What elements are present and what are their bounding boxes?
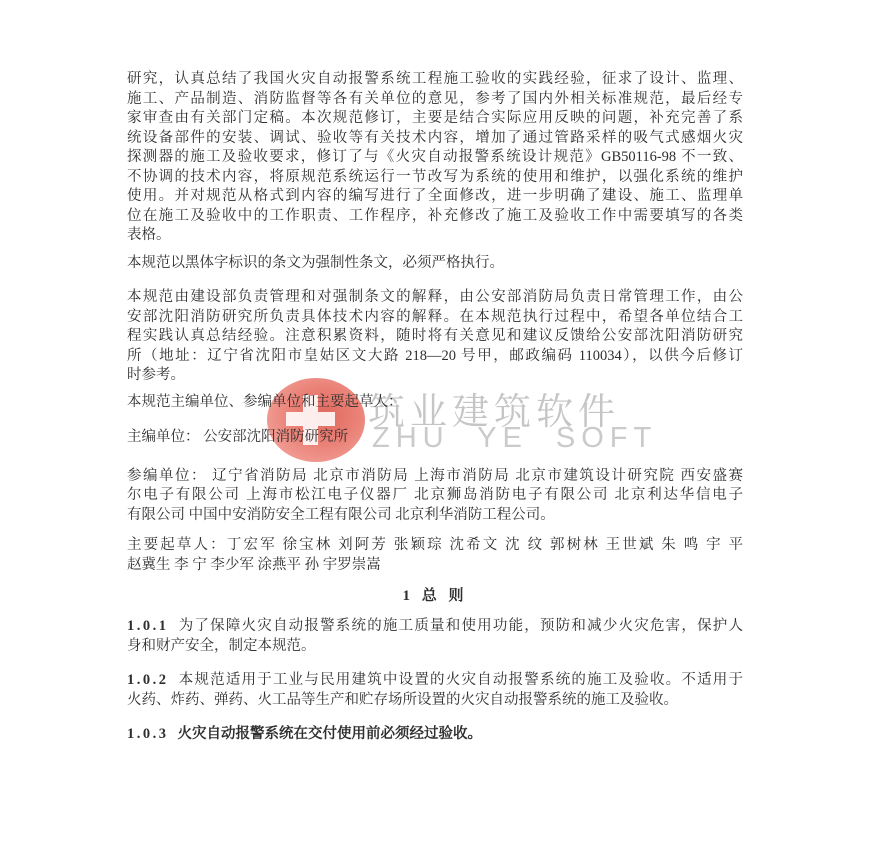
watermark-en-text: ZHU YE SOFT [372,422,658,454]
text-line: 主编单位： 公安部沈阳消防研究所 [127,429,349,445]
text-line: 研究，认真总结了我国火灾自动报警系统工程施工验收的实践经验，征求了设计、监理、 [127,71,743,87]
text-line: 不协调的技术内容，将原规范系统运行一节改写为系统的使用和维护，以强化系统的维护 [127,168,743,185]
mandatory-clause-note [127,254,743,274]
text-line: 本规范以黑体字标识的条文为强制性条文，必须严格执行。 [127,254,504,271]
clause-number: 1.0.3 [127,726,169,742]
chief-editor-line [127,428,743,448]
text-line: 所（地址：辽宁省沈阳市皇姑区文大路 218—20 号甲，邮政编码 110034），以供今后修订 [127,347,743,364]
clause-1-0-1 [127,617,743,656]
units-intro-line [127,393,743,413]
chapter-1-heading: 1 总 则 [402,588,468,604]
text-line: 1.0.1 为了保障火灾自动报警系统的施工质量和使用功能，预防和减少火灾危害，保护人 [127,618,743,634]
text-line: 家审查由有关部门定稿。本次规范修订，主要是结合实际应用反映的问题，补充完善了系 [127,110,743,126]
drafters-paragraph [127,536,743,575]
text-line: 统设备部件的安装、调试、验收等有关技术内容，增加了通过管路采样的吸气式感烟火灾 [127,129,743,146]
document-content [127,70,743,745]
text-line: 表格。 [127,227,171,243]
text-line: 时参考。 [127,367,185,383]
text-line: 使用。并对规范从格式到内容的编写进行了全面修改，进一步明确了建设、施工、监理单 [127,188,743,204]
watermark-cn-text: 筑业建筑软件 [368,391,620,432]
text-line: 位在施工及验收中的工作职责、工作程序，补充修改了施工及验收工作中需要填写的各类 [127,207,743,224]
clause-1-0-2 [127,671,743,710]
text-line: 本规范主编单位、参编单位和主要起草人： [127,393,403,410]
text-line: 身和财产安全，制定本规范。 [127,637,316,654]
text-line: 尔电子有限公司 上海市松江电子仪器厂 北京狮岛消防电子有限公司 北京利达华信电子 [127,487,743,503]
text-line: 1.0.2 本规范适用于工业与民用建筑中设置的火灾自动报警系统的施工及验收。不适用于 [127,672,743,688]
text-line: 安部沈阳消防研究所负责具体技术内容的解释。在本规范执行过程中，希望各单位结合工 [127,308,743,325]
administration-paragraph [127,288,743,386]
participating-units-paragraph [127,467,743,526]
text-line: 主要起草人：丁宏军 徐宝林 刘阿芳 张颖琮 沈希文 沈 纹 郭树林 王世斌 朱 鸣 宇 平 [127,537,743,553]
intro-paragraph [127,70,743,246]
text-line: 本规范由建设部负责管理和对强制条文的解释，由公安部消防局负责日常管理工作，由公 [127,289,743,305]
clause-1-0-3 [127,725,743,745]
text-line: 施工、产品制造、消防监督等各有关单位的意见，参考了国内外相关标准规范，最后经专 [127,90,743,107]
clause-number: 1.0.1 [127,618,169,634]
text-line: 火药、炸药、弹药、火工品等生产和贮存场所设置的火灾自动报警系统的施工及验收。 [127,691,678,708]
clause-number: 1.0.2 [127,672,169,688]
text-line: 参编单位： 辽宁省消防局 北京市消防局 上海市消防局 北京市建筑设计研究院 西安盛赛 [127,467,743,484]
text-line: 1.0.3 火灾自动报警系统在交付使用前必须经过验收。 [127,726,482,742]
text-line: 赵冀生 李 宁 李少军 涂燕平 孙 宇罗崇嵩 [127,556,381,573]
text-line: 探测器的施工及验收要求，修订了与《火灾自动报警系统设计规范》GB50116-98 不一致、 [127,149,743,165]
text-line: 程实践认真总结经验。注意积累资料，随时将有关意见和建议反馈给公安部沈阳消防研究 [127,328,743,344]
text-line: 有限公司 中国中安消防安全工程有限公司 北京利华消防工程公司。 [127,506,555,523]
